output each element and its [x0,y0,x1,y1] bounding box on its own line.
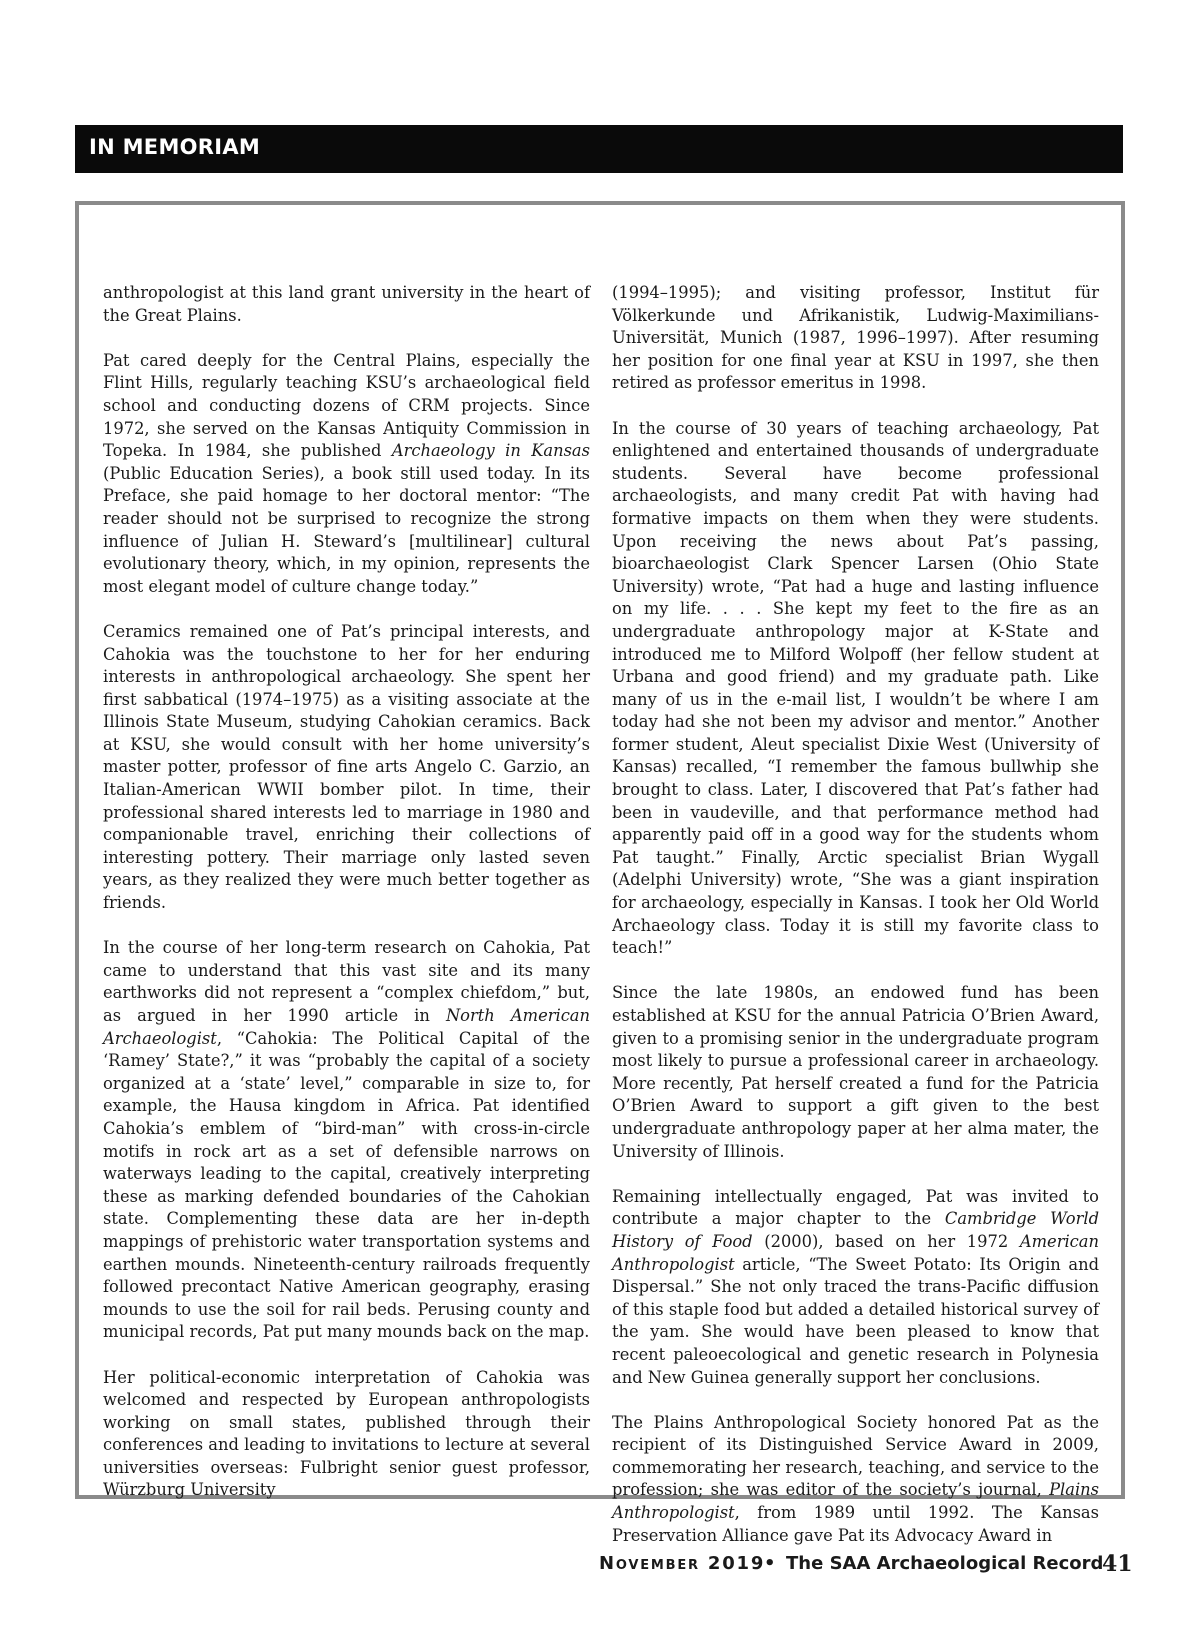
paragraph: anthropologist at this land grant university in the heart of the Great Plains. [103,283,590,325]
paragraph: In the course of her long-term research on Cahokia, Pat came to understand that this vast site and its many earthworks did not represent a “complex chiefdom,” but, as argued in her 1990 article in North American Archaeologist, “Cahokia: The Political Capital of the ‘Ramey’ State?,” it was “probably the capital of a society organized at a ‘state’ level,” comparable in size to, for example, the Hausa kingdom in Africa. Pat identified Cahokia’s emblem of “bird-man” with cross-in-circle motifs in rock art as a set of defensible narrows on waterways leading to the capital, creatively interpreting these as marking defended boundaries of the Cahokian state. Complementing these data are her in-depth mappings of prehistoric water transportation systems and earthen mounds. Nineteenth-century railroads frequently followed precontact Native American geography, erasing mounds to use the soil for rail beds. Perusing county and municipal records, Pat put many mounds back on the map. [103,938,590,1342]
issue-date: November 2019 [599,1553,766,1574]
paragraph: Her political-economic interpretation of Cahokia was welcomed and respected by European anthropologists working on small states, published through their conferences and leading to invitations to lecture at several universities overseas: Fulbright senior guest professor, Würzburg University [103,1367,590,1500]
left-column [103,282,590,1502]
book-title: Archaeology in Kansas [391,441,590,461]
book-title: Cambridge World History of Food [612,1209,1100,1251]
page-footer [0,1553,1200,1583]
paragraph: In the course of 30 years of teaching archaeology, Pat enlightened and entertained thousands of undergraduate students. Several have become professional archaeologists, and many credit Pat with having had formative impacts on them when they were students. Upon receiving the news about Pat’s passing, bioarchaeologist Clark Spencer Larsen (Ohio State University) wrote, “Pat had a huge and lasting influence on my life. . . . She kept my feet to the fire as an undergraduate anthropology major at K-State and introduced me to Milford Wolpoff (her fellow student at Urbana and good friend) and my graduate path. Like many of us in the e-mail list, I wouldn’t be where I am today had she not been my advisor and mentor.” Another former student, Aleut specialist Dixie West (University of Kansas) recalled, “I remember the famous bullwhip she brought to class. Later, I discovered that Pat’s father had been in vaudeville, and that performance method had apparently paid off in a good way for the students whom Pat taught.” Finally, Arctic specialist Brian Wygall (Adelphi University) wrote, “She was a giant inspiration for archaeology, especially in Kansas. I took her Old World Archaeology class. Today it is still my favorite class to teach!” [612,418,1099,958]
section-title: IN MEMORIAM [89,135,261,159]
publication-name: The SAA Archaeological Record [786,1553,1104,1574]
journal-title: Plains Anthropologist [612,1480,1099,1523]
right-column [612,282,1099,1547]
paragraph: Ceramics remained one of Pat’s principal interests, and Cahokia was the touchstone to her for her enduring interests in anthropological archaeology. She spent her first sabbatical (1974–1975) as a visiting associate at the Illinois State Museum, studying Cahokian ceramics. Back at KSU, she would consult with her home university’s master potter, professor of fine arts Angelo C. Garzio, an Italian-American WWII bomber pilot. In time, their professional shared interests led to marriage in 1980 and companionable travel, enriching their collections of interesting pottery. Their marriage only lasted seven years, as they realized they were much better together as friends. [103,621,590,913]
journal-title: American Anthropologist [612,1231,1099,1274]
journal-title: North American Archaeologist [103,1006,590,1048]
paragraph: Since the late 1980s, an endowed fund has been established at KSU for the annual Patricia O’Brien Award, given to a promising senior in the undergraduate program most likely to pursue a professional career in archaeology. More recently, Pat herself created a fund for the Patricia O’Brien Award to support a gift given to the best undergraduate anthropology paper at her alma mater, the University of Illinois. [612,983,1099,1161]
paragraph: Pat cared deeply for the Central Plains, especially the Flint Hills, regularly teaching KSU’s archaeological field school and conducting dozens of CRM projects. Since 1972, she served on the Kansas Antiquity Commission in Topeka. In 1984, she published Archaeology in Kansas (Public Education Series), a book still used today. In its Preface, she paid homage to her doctoral mentor: “The reader should not be surprised to recognize the strong influence of Julian H. Steward’s [multilinear] cultural evolutionary theory, which, in my opinion, represents the most elegant model of culture change today.” [103,350,590,596]
paragraph: The Plains Anthropological Society honored Pat as the recipient of its Distinguished Service Award in 2009, commemorating her research, teaching, and service to the profession; she was editor of the society’s journal, Plains Anthropologist, from 1989 until 1992. The Kansas Preservation Alliance gave Pat its Advocacy Award in [612,1412,1099,1545]
paragraph: Remaining intellectually engaged, Pat was invited to contribute a major chapter to the Cambridge World History of Food (2000), based on her 1972 American Anthropologist article, “The Sweet Potato: Its Origin and Dispersal.” She not only traced the trans-Pacific diffusion of this staple food but added a detailed historical survey of the yam. She would have been pleased to know that recent paleoecological and genetic research in Polynesia and New Guinea generally support her conclusions. [612,1186,1100,1387]
bullet-separator: • [764,1553,776,1574]
section-header-bar [75,125,1123,173]
paragraph: (1994–1995); and visiting professor, Institut für Völkerkunde und Afrikanistik, Ludwig-Maximilians-Universität, Munich (1987, 1996–1997). After resuming her position for one final year at KSU in 1997, she then retired as professor emeritus in 1998. [612,283,1099,393]
page-number: 41 [1102,1551,1133,1577]
